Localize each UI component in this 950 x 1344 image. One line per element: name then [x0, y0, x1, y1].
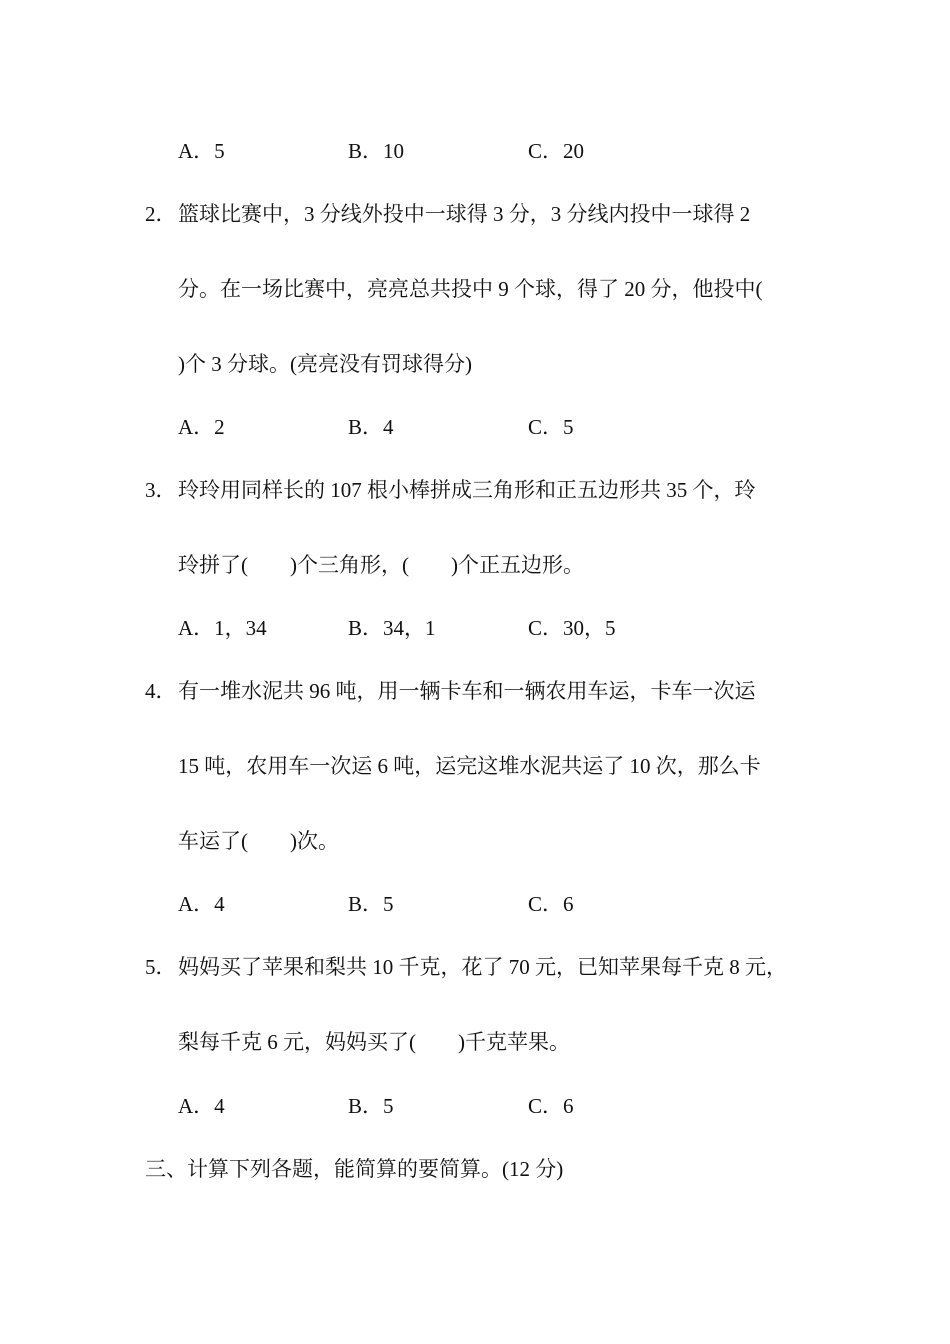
q1-option-b: B．10: [348, 139, 405, 163]
q2-option-a: A．2: [178, 415, 225, 439]
q5-option-c: C．6: [528, 1094, 574, 1118]
q1-option-c: C．20: [528, 139, 585, 163]
q4-option-c: C．6: [528, 892, 574, 916]
q2-line-1: 篮球比赛中，3 分线外投中一球得 3 分，3 分线内投中一球得 2: [178, 202, 751, 226]
q5-option-a: A．4: [178, 1094, 225, 1118]
q1-option-a: A．5: [178, 139, 225, 163]
q4-line-1: 有一堆水泥共 96 吨，用一辆卡车和一辆农用车运，卡车一次运: [178, 679, 756, 703]
q2-line-3: )个 3 分球。(亮亮没有罚球得分): [178, 352, 472, 376]
q5-line-1: 妈妈买了苹果和梨共 10 千克，花了 70 元，已知苹果每千克 8 元，: [178, 955, 787, 979]
q3-option-c: C．30，5: [528, 616, 616, 640]
q2-option-c: C．5: [528, 415, 574, 439]
q3-number: 3．: [145, 478, 177, 502]
q2-number: 2．: [145, 202, 177, 226]
q5-line-2: 梨每千克 6 元，妈妈买了( )千克苹果。: [178, 1030, 570, 1054]
q4-line-2: 15 吨，农用车一次运 6 吨，运完这堆水泥共运了 10 次，那么卡: [178, 754, 761, 778]
q3-line-2: 玲拼了( )个三角形，( )个正五边形。: [178, 553, 584, 577]
q4-option-a: A．4: [178, 892, 225, 916]
q4-line-3: 车运了( )次。: [178, 829, 339, 853]
q2-line-2: 分。在一场比赛中，亮亮总共投中 9 个球，得了 20 分，他投中(: [178, 277, 763, 301]
q5-number: 5．: [145, 955, 177, 979]
section-3-heading: 三、计算下列各题，能简算的要简算。(12 分): [145, 1157, 564, 1181]
q4-number: 4．: [145, 679, 177, 703]
q5-option-b: B．5: [348, 1094, 394, 1118]
q2-option-b: B．4: [348, 415, 394, 439]
q3-line-1: 玲玲用同样长的 107 根小棒拼成三角形和正五边形共 35 个，玲: [178, 478, 756, 502]
q4-option-b: B．5: [348, 892, 394, 916]
q3-option-b: B．34，1: [348, 616, 436, 640]
q3-option-a: A．1，34: [178, 616, 267, 640]
